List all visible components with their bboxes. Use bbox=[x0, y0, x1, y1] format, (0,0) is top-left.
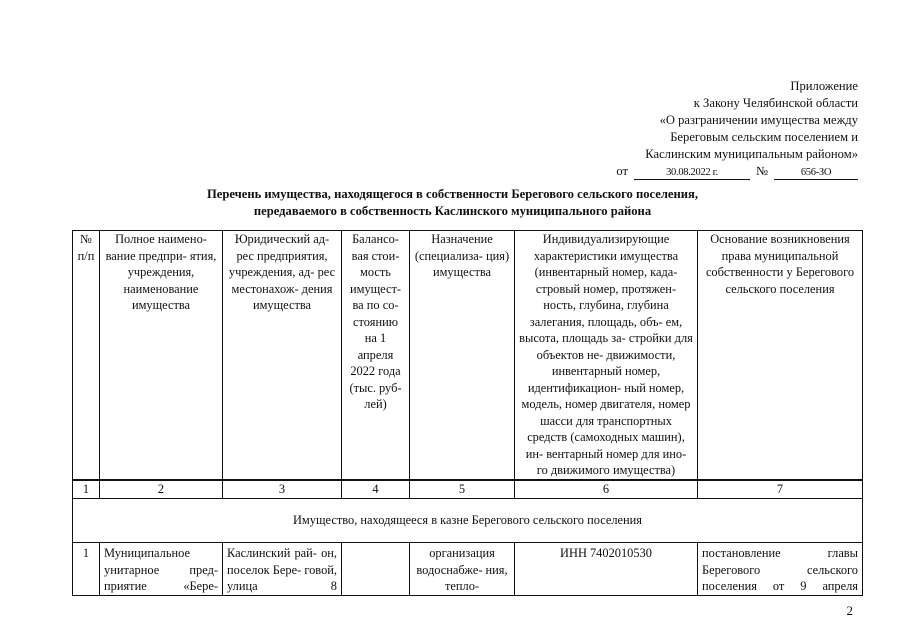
column-number: 3 bbox=[223, 480, 342, 499]
column-number-row bbox=[73, 480, 863, 499]
column-number: 5 bbox=[410, 480, 515, 499]
row-purpose: организация водоснабже- ния, тепло- bbox=[410, 543, 515, 596]
section-title: Имущество, находящееся в казне Берегового сельского поселения bbox=[73, 498, 863, 543]
table-row bbox=[73, 543, 863, 596]
column-number: 4 bbox=[342, 480, 410, 499]
column-number: 2 bbox=[100, 480, 223, 499]
header-row bbox=[73, 231, 863, 480]
annex-line-5: Каслинским муниципальным районом» bbox=[645, 147, 858, 161]
header-cell-num: № п/п bbox=[73, 231, 100, 480]
row-name: Муниципальное унитарное пред- приятие «Бере- bbox=[100, 543, 223, 596]
column-number: 7 bbox=[698, 480, 863, 499]
annex-line-2: к Закону Челябинской области bbox=[693, 96, 858, 110]
annex-line-4: Береговым сельским поселением и bbox=[670, 130, 858, 144]
header-cell-basis: Основание возникновения права муниципальной собственности у Берегового сельского поселения bbox=[698, 231, 863, 480]
header-cell-value: Балансо- вая стои- мость имущест- ва по со- стоянию на 1 апреля 2022 года (тыс. руб- лей) bbox=[342, 231, 410, 480]
header-cell-address: Юридический ад- рес предприятия, учреждения, ад- рес местонахож- дения имущества bbox=[223, 231, 342, 480]
row-basis: постановление главы Берегового сельского поселения от 9 апреля bbox=[698, 543, 863, 596]
annex-line-3: «О разграничении имущества между bbox=[659, 113, 858, 127]
law-number: 656-ЗО bbox=[774, 166, 858, 180]
number-label: № bbox=[755, 164, 768, 178]
header-cell-name: Полное наимено- вание предпри- ятия, учреждения, наименование имущества bbox=[100, 231, 223, 480]
annex-block bbox=[616, 78, 858, 180]
row-num: 1 bbox=[73, 543, 100, 596]
date-label: от bbox=[616, 164, 628, 178]
title-line-1: Перечень имущества, находящегося в собственности Берегового сельского поселения, bbox=[206, 187, 698, 201]
column-number: 1 bbox=[73, 480, 100, 499]
document-title bbox=[100, 186, 805, 220]
page-number: 2 bbox=[846, 603, 853, 618]
law-reference bbox=[616, 163, 858, 180]
section-row bbox=[73, 498, 863, 543]
title-line-2: передаваемого в собственность Каслинского муниципального района bbox=[253, 204, 652, 218]
column-number: 6 bbox=[515, 480, 698, 499]
header-cell-characteristics: Индивидуализирующие характеристики имущества (инвентарный номер, када- стровый номер, протяжен- ность, глубина, глубина залегания, площадь, объ- ем, высота, площадь за- стройки для объектов не- движимости, инвентарный номер, идентификацион- ный номер, модель, номер двигателя, номер шасси для транспортных средств (самоходных машин), ин- вентарный номер для ино- го движимого имущества) bbox=[515, 231, 698, 480]
header-cell-purpose: Назначение (специализа- ция) имущества bbox=[410, 231, 515, 480]
row-characteristics: ИНН 7402010530 bbox=[515, 543, 698, 596]
law-date: 30.08.2022 г. bbox=[634, 166, 750, 180]
property-table bbox=[72, 230, 863, 596]
row-value bbox=[342, 543, 410, 596]
row-address: Каслинский рай- он, поселок Бере- говой, улица 8 bbox=[223, 543, 342, 596]
annex-line-1: Приложение bbox=[790, 79, 858, 93]
